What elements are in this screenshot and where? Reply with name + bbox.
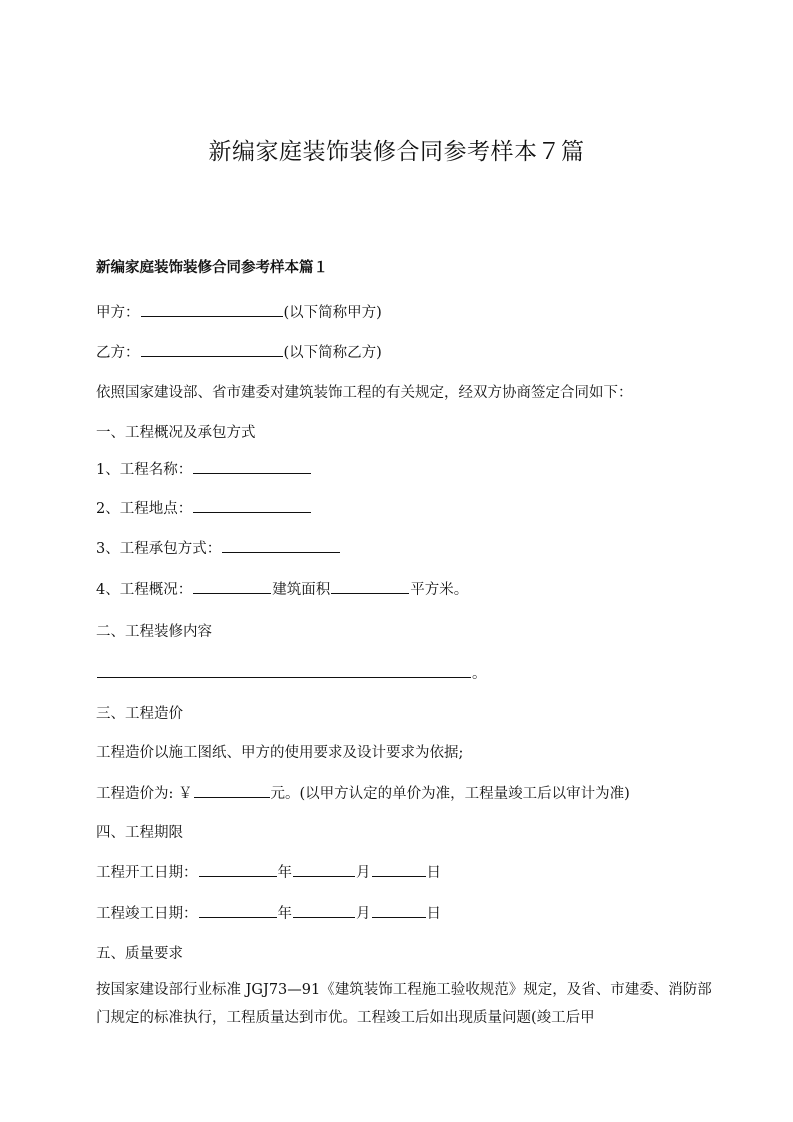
section-5-heading: 五、质量要求 <box>96 946 183 962</box>
decoration-content-blank <box>97 663 471 678</box>
area-label: 建筑面积 <box>272 582 331 598</box>
project-overview-line <box>96 579 468 600</box>
start-date-label: 工程开工日期： <box>96 865 198 881</box>
price-blank <box>194 783 270 798</box>
end-date-line <box>96 903 441 924</box>
end-day-unit: 日 <box>426 906 441 922</box>
party-b-label: 乙方： <box>96 345 140 361</box>
party-a-suffix: (以下简称甲方) <box>283 305 382 321</box>
party-a-label: 甲方： <box>96 305 140 321</box>
start-date-line <box>96 862 441 883</box>
start-month-unit: 月 <box>356 865 371 881</box>
end-month-unit: 月 <box>356 906 371 922</box>
project-location-line <box>96 498 312 519</box>
decoration-content-line <box>96 663 487 684</box>
party-a-blank <box>141 302 283 317</box>
quality-requirement-text: 按国家建设部行业标准 JGJ73—91《建筑装饰工程施工验收规范》规定，及省、市建委、消防部门规定的标准执行，工程质量达到市优。工程竣工后如出现质量问题(竣工后甲 <box>96 982 712 1026</box>
start-day-unit: 日 <box>426 865 441 881</box>
section-4-heading: 四、工程期限 <box>96 825 183 841</box>
decoration-content-end: 。 <box>472 666 487 682</box>
start-year-blank <box>199 862 277 877</box>
project-name-line <box>96 459 312 480</box>
start-month-blank <box>293 862 355 877</box>
end-month-blank <box>293 903 355 918</box>
contract-method-blank <box>222 538 340 553</box>
contract-method-label: 3、工程承包方式： <box>96 541 222 557</box>
party-b-blank <box>141 342 283 357</box>
contract-method-line <box>96 538 341 559</box>
end-date-label: 工程竣工日期： <box>96 906 198 922</box>
price-basis-text: 工程造价以施工图纸、甲方的使用要求及设计要求为依据; <box>96 745 464 761</box>
price-label: 工程造价为: ￥ <box>96 786 193 802</box>
end-year-unit: 年 <box>277 906 292 922</box>
section-1-heading: 一、工程概况及承包方式 <box>96 425 256 441</box>
area-blank <box>331 579 409 594</box>
project-name-label: 1、工程名称： <box>96 462 193 478</box>
project-location-blank <box>193 498 311 513</box>
price-line <box>96 783 630 804</box>
project-location-label: 2、工程地点： <box>96 501 193 517</box>
project-name-blank <box>193 459 311 474</box>
intro-text: 依照国家建设部、省市建委对建筑装饰工程的有关规定，经双方协商签定合同如下： <box>96 385 633 401</box>
section-2-heading: 二、工程装修内容 <box>96 624 212 640</box>
price-note: 元。(以甲方认定的单价为准，工程量竣工后以审计为准) <box>270 786 630 802</box>
start-year-unit: 年 <box>277 865 292 881</box>
overview-blank <box>193 579 271 594</box>
party-a-line <box>96 302 382 323</box>
end-day-blank <box>372 903 426 918</box>
document-title: 新编家庭装饰装修合同参考样本７篇 <box>208 139 585 165</box>
end-year-blank <box>199 903 277 918</box>
area-unit: 平方米。 <box>410 582 469 598</box>
overview-label: 4、工程概况： <box>96 582 193 598</box>
party-b-suffix: (以下简称乙方) <box>283 345 382 361</box>
section-title: 新编家庭装饰装修合同参考样本篇１ <box>96 260 328 276</box>
start-day-blank <box>372 862 426 877</box>
section-3-heading: 三、工程造价 <box>96 706 183 722</box>
party-b-line <box>96 342 382 363</box>
